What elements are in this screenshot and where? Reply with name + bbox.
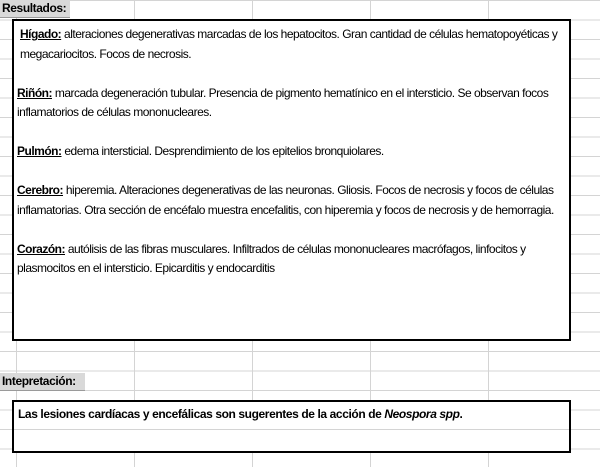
finding-text-corazon: autólisis de las fibras musculares. Infiltrados de células mononucleares macrófagos, linfocitos y plasmocitos en el intersticio. Epicarditis y endocarditis — [17, 241, 526, 275]
interpretacion-label: Intepretación: — [0, 373, 85, 391]
finding-pulmon — [17, 142, 566, 162]
organ-label-pulmon: Pulmón: — [17, 144, 62, 158]
finding-text-pulmon: edema intersticial. Desprendimiento de los epitelios bronquiolares. — [64, 144, 384, 158]
interpretacion-sentence: Las lesiones cardíacas y encefálicas son sugerentes de la acción de — [18, 407, 385, 421]
interpretacion-text — [18, 405, 565, 424]
interpretacion-box[interactable] — [12, 400, 571, 453]
organ-label-cerebro: Cerebro: — [17, 183, 64, 197]
organ-label-corazon: Corazón: — [17, 241, 65, 256]
organ-label-higado: Hígado: — [20, 27, 62, 41]
resultados-label: Resultados: — [0, 0, 70, 18]
organ-label-rinon: Riñón: — [17, 85, 52, 100]
organism-name: Neospora spp — [384, 407, 460, 421]
finding-corazon — [17, 240, 566, 279]
results-box[interactable] — [12, 19, 571, 341]
interpretacion-period: . — [459, 407, 463, 421]
finding-text-cerebro: hiperemia. Alteraciones degenerativas de las neuronas. Gliosis. Focos de necrosis y focos de células inflamatorias. Otra sección de encéfalo muestra encefalitis, con hiperemia y focos de necrosis y de hemorragia. — [17, 183, 554, 217]
finding-rinon — [17, 84, 566, 123]
finding-cerebro — [17, 181, 566, 220]
finding-higado — [17, 25, 566, 64]
finding-text-rinon: marcada degeneración tubular. Presencia de pigmento hematínico en el intersticio. Se observan focos inflamatorios de células mononucleares. — [17, 85, 549, 119]
finding-text-higado: alteraciones degenerativas marcadas de los hepatocitos. Gran cantidad de células hematopoyéticas y megacariocitos. Focos de necrosis. — [20, 27, 558, 61]
cell-divider — [14, 429, 569, 430]
